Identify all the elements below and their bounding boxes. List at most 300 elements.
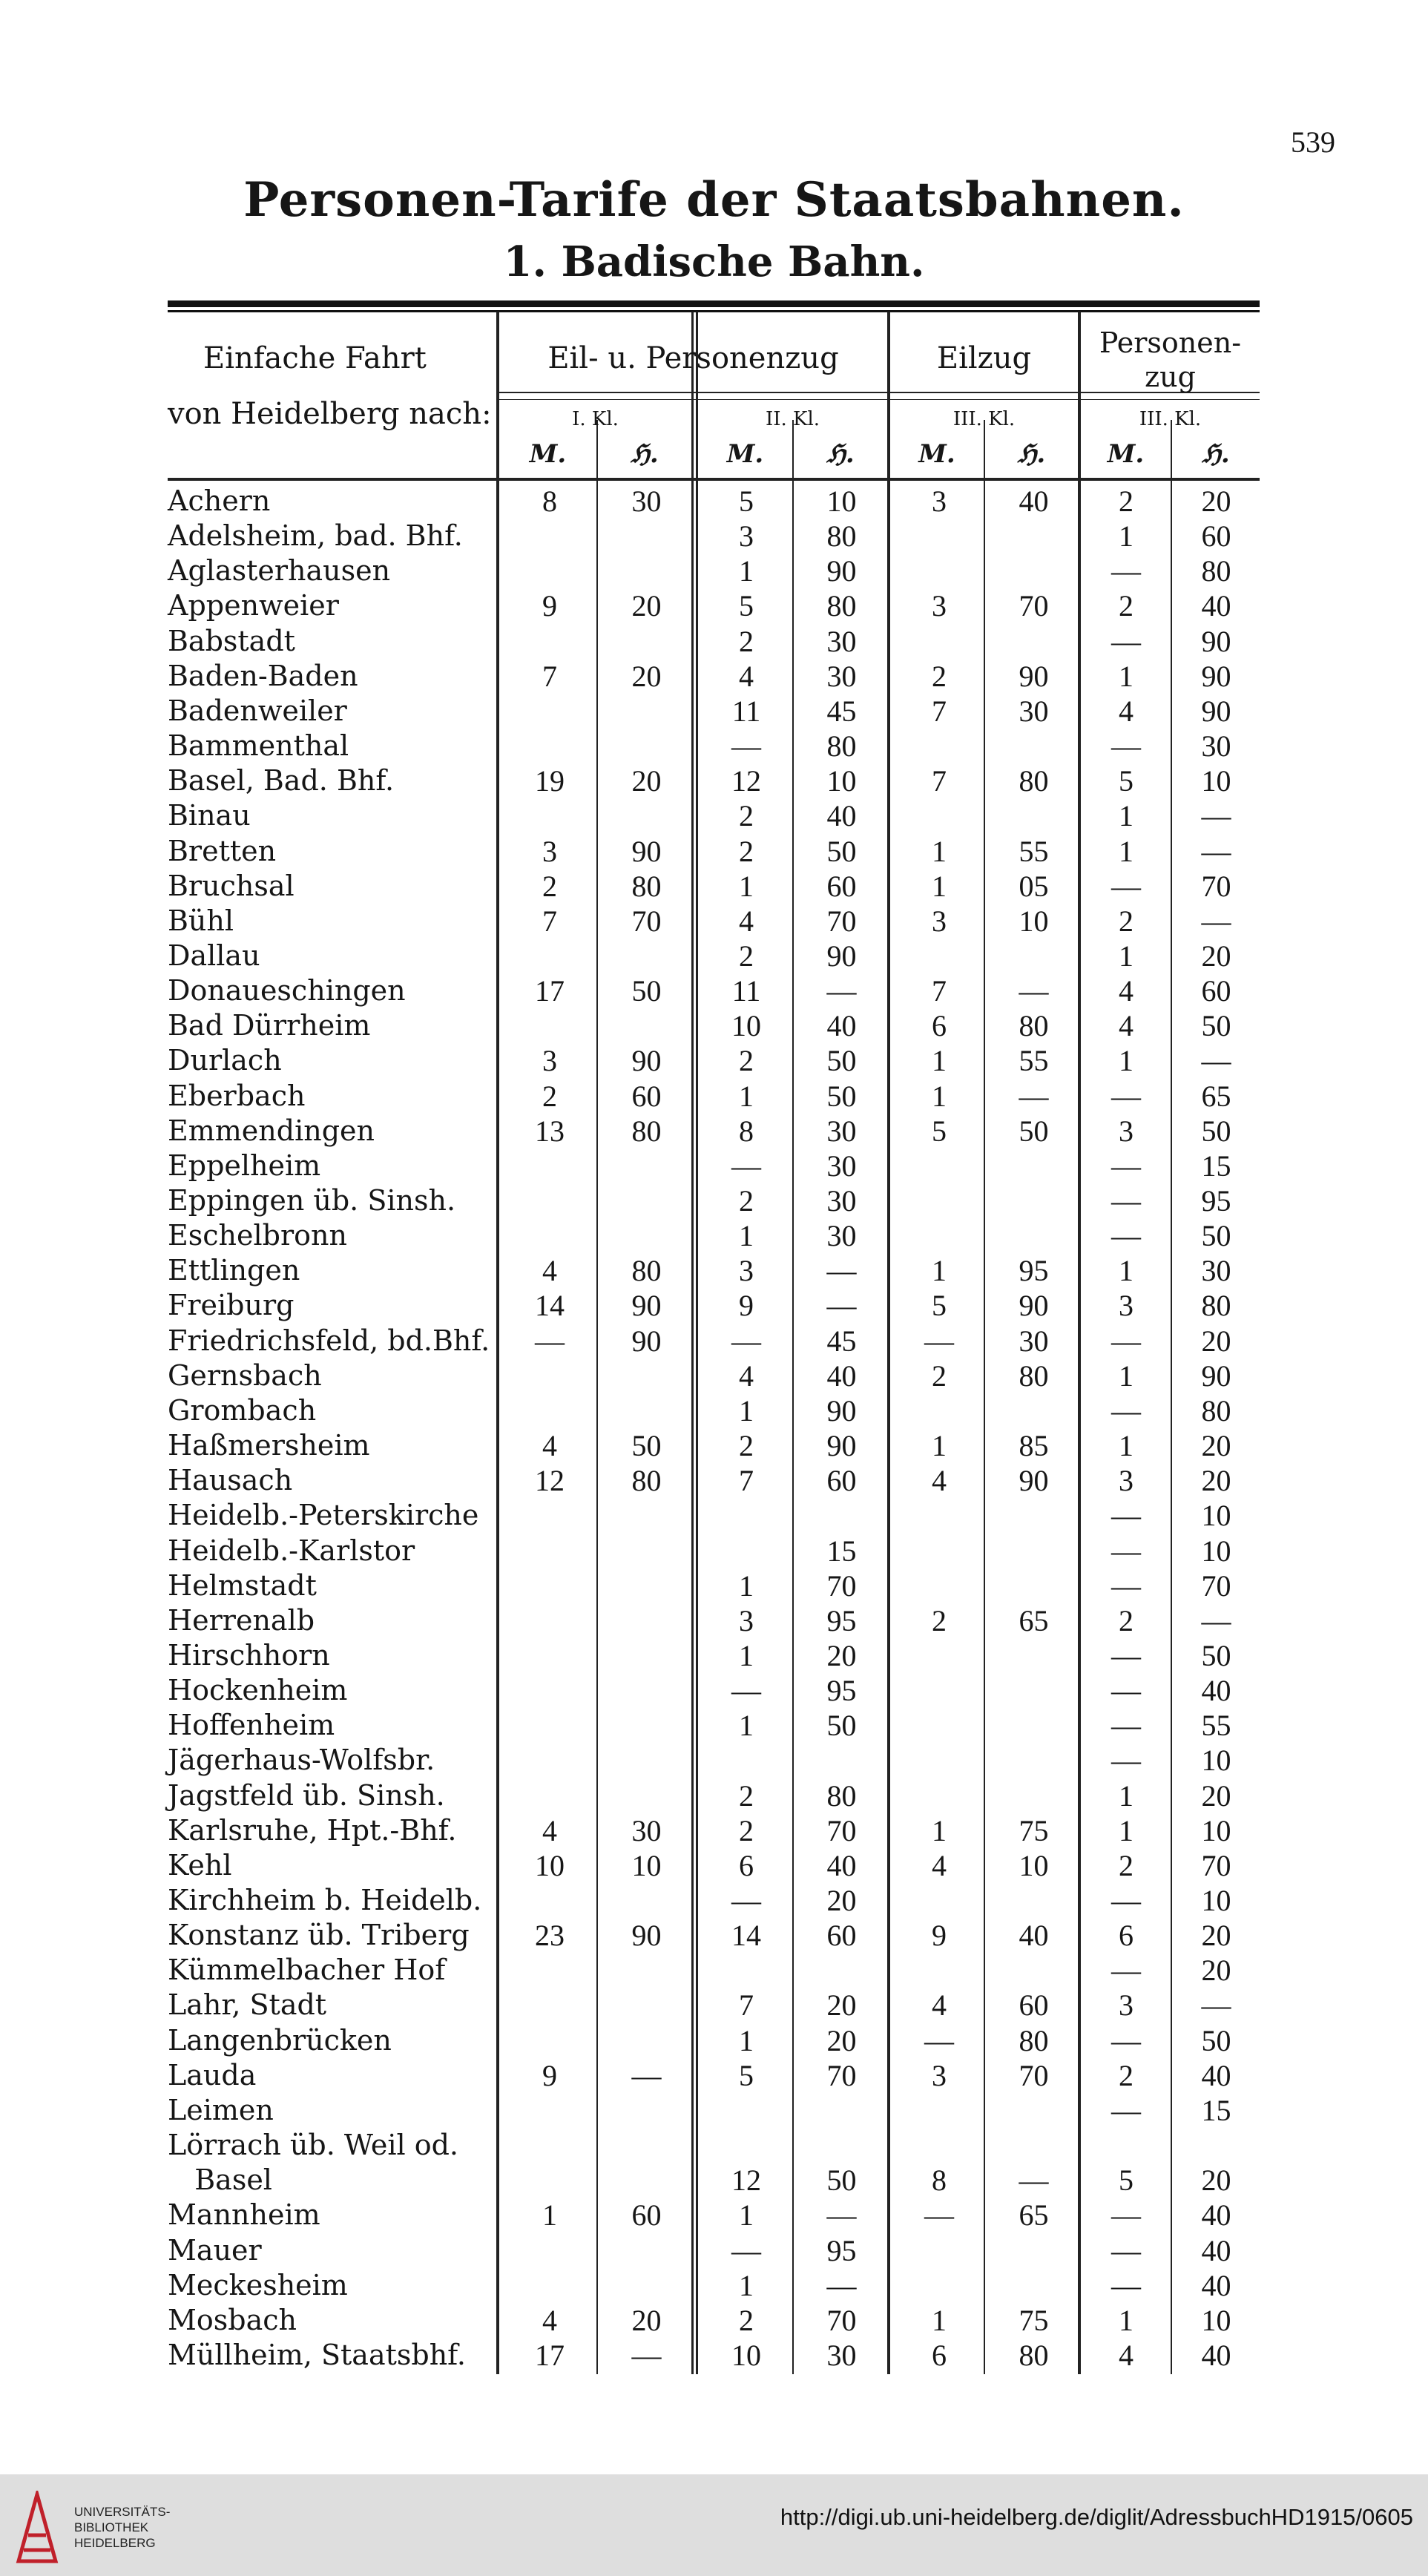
destination-name: Langenbrücken bbox=[168, 2023, 392, 2057]
fare-mark-cell: — bbox=[1111, 2093, 1141, 2127]
fare-mark-cell: — bbox=[1111, 2268, 1141, 2302]
fare-pfennig-cell: 80 bbox=[631, 1114, 662, 1148]
fare-pfennig-cell: 70 bbox=[826, 2058, 857, 2092]
table-row bbox=[168, 1708, 1260, 1743]
fare-mark-cell: 2 bbox=[739, 834, 754, 868]
fare-pfennig-cell: 90 bbox=[631, 834, 662, 868]
table-row bbox=[168, 519, 1260, 553]
fare-pfennig-cell: 40 bbox=[1201, 2233, 1231, 2267]
table-row bbox=[168, 1358, 1260, 1393]
destination-name: Kümmelbacher Hof bbox=[168, 1954, 446, 1987]
destination-name: Durlach bbox=[168, 1044, 282, 1077]
fare-pfennig-cell: 40 bbox=[1201, 2268, 1231, 2302]
destination-name: Kirchheim b. Heidelb. bbox=[168, 1884, 482, 1916]
destination-name: Lauda bbox=[168, 2058, 257, 2092]
table-row bbox=[168, 624, 1260, 659]
fare-mark-cell: 9 bbox=[542, 589, 557, 623]
fare-mark-cell: 2 bbox=[1119, 2058, 1133, 2092]
fare-mark-cell: — bbox=[1111, 554, 1141, 588]
destination-name: Hoffenheim bbox=[168, 1709, 335, 1742]
fare-pfennig-cell: 80 bbox=[1019, 2338, 1049, 2372]
fare-pfennig-cell: 40 bbox=[826, 1358, 857, 1393]
fare-mark-cell: — bbox=[1111, 1744, 1141, 1778]
destination-name: Müllheim, Staatsbhf. bbox=[168, 2338, 466, 2371]
fare-mark-cell: 2 bbox=[739, 624, 754, 658]
fare-pfennig-cell: 45 bbox=[826, 694, 857, 728]
header-class-3: III. Kl. bbox=[952, 408, 1016, 430]
destination-name: Helmstadt bbox=[168, 1568, 317, 1602]
fare-mark-cell: 2 bbox=[739, 1813, 754, 1847]
table-row bbox=[168, 1988, 1260, 2023]
fare-pfennig-cell: 70 bbox=[631, 904, 662, 938]
fare-pfennig-cell: 05 bbox=[1019, 869, 1049, 903]
fare-pfennig-cell: 80 bbox=[826, 1778, 857, 1813]
fare-mark-cell: — bbox=[1111, 2023, 1141, 2057]
fare-pfennig-cell: 65 bbox=[1019, 1603, 1049, 1637]
fare-pfennig-cell: 90 bbox=[826, 1393, 857, 1427]
fare-pfennig-cell: 50 bbox=[1201, 1219, 1231, 1253]
page-title: Personen-Tarife der Staatsbahnen. bbox=[243, 172, 1185, 228]
fare-pfennig-cell: 20 bbox=[631, 659, 662, 693]
table-row bbox=[168, 1743, 1260, 1778]
fare-pfennig-cell: 50 bbox=[1019, 1114, 1049, 1148]
header-class-1: I. Kl. bbox=[572, 408, 619, 430]
table-row bbox=[168, 1673, 1260, 1708]
table-row bbox=[168, 1813, 1260, 1848]
fare-pfennig-cell: 45 bbox=[826, 1324, 857, 1358]
fare-mark-cell: 1 bbox=[1119, 1813, 1133, 1847]
fare-pfennig-cell: 40 bbox=[1201, 2058, 1231, 2092]
fare-mark-cell: 5 bbox=[739, 2058, 754, 2092]
fare-pfennig-cell: 95 bbox=[1201, 1184, 1231, 1218]
fare-pfennig-cell: 50 bbox=[826, 834, 857, 868]
fare-pfennig-cell: 15 bbox=[1201, 1149, 1231, 1183]
table-row bbox=[168, 2128, 1260, 2163]
fare-mark-cell: 1 bbox=[932, 1079, 947, 1113]
fare-mark-cell: 2 bbox=[1119, 904, 1133, 938]
fare-mark-cell: 1 bbox=[932, 1429, 947, 1463]
destination-name: Heidelb.-Karlstor bbox=[168, 1534, 415, 1567]
fare-mark-cell: 6 bbox=[932, 2338, 947, 2372]
fare-pfennig-cell: 40 bbox=[1201, 2198, 1231, 2232]
table-row bbox=[168, 1463, 1260, 1498]
fare-mark-cell: 4 bbox=[1119, 694, 1133, 728]
destination-name: Binau bbox=[168, 799, 251, 832]
fare-mark-cell: 9 bbox=[542, 2058, 557, 2092]
destination-name: Badenweiler bbox=[168, 694, 347, 727]
fare-mark-cell: — bbox=[1111, 1884, 1141, 1917]
unit-mark-2: M. bbox=[726, 439, 764, 469]
destination-name: Eschelbronn bbox=[168, 1219, 347, 1252]
destination-name: Herrenalb bbox=[168, 1603, 315, 1637]
fare-mark-cell: 7 bbox=[739, 1464, 754, 1498]
destination-name: Freiburg bbox=[168, 1289, 295, 1322]
fare-mark-cell: 1 bbox=[932, 869, 947, 903]
fare-pfennig-cell: 70 bbox=[1019, 589, 1049, 623]
table-row bbox=[168, 1918, 1260, 1953]
fare-mark-cell: 3 bbox=[1119, 1114, 1133, 1148]
fare-mark-cell: — bbox=[924, 2023, 954, 2057]
fare-pfennig-cell: 50 bbox=[1201, 2023, 1231, 2057]
fare-mark-cell: 2 bbox=[739, 1429, 754, 1463]
fare-mark-cell: — bbox=[1111, 624, 1141, 658]
destination-name: Mosbach bbox=[168, 2303, 297, 2336]
fare-pfennig-cell: 10 bbox=[1201, 2303, 1231, 2337]
fare-pfennig-cell: 75 bbox=[1019, 2303, 1049, 2337]
table-row bbox=[168, 2338, 1260, 2373]
fare-mark-cell: 1 bbox=[739, 1219, 754, 1253]
fare-mark-cell: 2 bbox=[1119, 1848, 1133, 1882]
fare-mark-cell: 1 bbox=[1119, 659, 1133, 693]
fare-pfennig-cell: 60 bbox=[631, 2198, 662, 2232]
fare-mark-cell: 2 bbox=[1119, 1603, 1133, 1637]
fare-mark-cell: 1 bbox=[1119, 1429, 1133, 1463]
fare-pfennig-cell: 90 bbox=[826, 939, 857, 973]
fare-pfennig-cell: 80 bbox=[826, 519, 857, 553]
fare-mark-cell: 5 bbox=[932, 1114, 947, 1148]
fare-pfennig-cell: 20 bbox=[826, 2023, 857, 2057]
fare-pfennig-cell: — bbox=[1019, 974, 1049, 1008]
fare-mark-cell: 3 bbox=[739, 1603, 754, 1637]
table-row bbox=[168, 904, 1260, 939]
fare-mark-cell: 12 bbox=[731, 2163, 761, 2198]
fare-pfennig-cell: 10 bbox=[1201, 1813, 1231, 1847]
fare-pfennig-cell: 10 bbox=[1201, 1744, 1231, 1778]
fare-mark-cell: 3 bbox=[1119, 1289, 1133, 1323]
fare-mark-cell: 4 bbox=[739, 1358, 754, 1393]
header-fahrt: Einfache Fahrt bbox=[203, 341, 427, 375]
fare-mark-cell: 23 bbox=[535, 1919, 565, 1953]
fare-pfennig-cell: 20 bbox=[1201, 2163, 1231, 2198]
unit-pf-2: ℌ. bbox=[826, 439, 855, 469]
fare-pfennig-cell: 65 bbox=[1019, 2198, 1049, 2232]
destination-name: Bad Dürrheim bbox=[168, 1009, 371, 1042]
fare-pfennig-cell: 60 bbox=[631, 1079, 662, 1113]
fare-pfennig-cell: 95 bbox=[826, 1603, 857, 1637]
fare-mark-cell: 2 bbox=[739, 1044, 754, 1078]
fare-pfennig-cell: 40 bbox=[826, 799, 857, 833]
fare-pfennig-cell: — bbox=[826, 2198, 857, 2232]
fare-pfennig-cell: 40 bbox=[1201, 589, 1231, 623]
fare-mark-cell: 1 bbox=[1119, 1254, 1133, 1288]
destination-name: Jägerhaus-Wolfsbr. bbox=[168, 1744, 435, 1777]
fare-mark-cell: 7 bbox=[932, 974, 947, 1008]
destination-name: Babstadt bbox=[168, 624, 295, 657]
header-class-2: II. Kl. bbox=[765, 408, 820, 430]
destination-name: Bühl bbox=[168, 904, 234, 937]
fare-pfennig-cell: 10 bbox=[826, 764, 857, 798]
fare-pfennig-cell: 15 bbox=[1201, 2093, 1231, 2127]
fare-mark-cell: 2 bbox=[932, 1358, 947, 1393]
unit-pf-4: ℌ. bbox=[1202, 439, 1230, 469]
fare-pfennig-cell: 20 bbox=[631, 589, 662, 623]
fare-mark-cell: — bbox=[1111, 1534, 1141, 1568]
fare-mark-cell: — bbox=[924, 1324, 954, 1358]
fare-mark-cell: 1 bbox=[739, 869, 754, 903]
fare-mark-cell: — bbox=[1111, 1149, 1141, 1183]
fare-pfennig-cell: 40 bbox=[1019, 484, 1049, 518]
destination-name: Aglasterhausen bbox=[168, 554, 391, 588]
table-row bbox=[168, 834, 1260, 869]
fare-mark-cell: 1 bbox=[739, 1393, 754, 1427]
fare-mark-cell: 4 bbox=[932, 1848, 947, 1882]
fare-mark-cell: 11 bbox=[731, 694, 761, 728]
fare-mark-cell: 1 bbox=[932, 1813, 947, 1847]
fare-pfennig-cell: 90 bbox=[631, 1919, 662, 1953]
fare-pfennig-cell: 80 bbox=[826, 589, 857, 623]
library-logo-text bbox=[74, 2504, 170, 2551]
fare-mark-cell: — bbox=[1111, 1638, 1141, 1672]
unit-pf-3: ℌ. bbox=[1017, 439, 1046, 469]
logo-line-1: UNIVERSITÄTS- bbox=[74, 2505, 171, 2519]
table-row bbox=[168, 1149, 1260, 1183]
fare-mark-cell: 3 bbox=[739, 1254, 754, 1288]
destination-name: Kehl bbox=[168, 1848, 232, 1882]
table-row bbox=[168, 2093, 1260, 2128]
fare-mark-cell: — bbox=[924, 2198, 954, 2232]
fare-mark-cell: 1 bbox=[739, 1709, 754, 1743]
table-row bbox=[168, 1253, 1260, 1288]
fare-mark-cell: 10 bbox=[535, 1848, 565, 1882]
fare-pfennig-cell: 80 bbox=[1201, 554, 1231, 588]
fare-pfennig-cell: 80 bbox=[1019, 1009, 1049, 1043]
destination-name: Basel bbox=[168, 2163, 272, 2197]
destination-name: Gernsbach bbox=[168, 1358, 322, 1392]
fare-pfennig-cell: 90 bbox=[1019, 659, 1049, 693]
table-row bbox=[168, 1534, 1260, 1568]
fare-mark-cell: 1 bbox=[1119, 2303, 1133, 2337]
fare-mark-cell: 5 bbox=[1119, 764, 1133, 798]
fare-pfennig-cell: 20 bbox=[1201, 484, 1231, 518]
logo-line-2: BIBLIOTHEK bbox=[74, 2520, 149, 2534]
fare-pfennig-cell: 80 bbox=[1019, 2023, 1049, 2057]
fare-pfennig-cell: — bbox=[1201, 834, 1231, 868]
fare-pfennig-cell: 30 bbox=[826, 1219, 857, 1253]
fare-pfennig-cell: 30 bbox=[631, 1813, 662, 1847]
fare-mark-cell: 5 bbox=[932, 1289, 947, 1323]
fare-pfennig-cell: 90 bbox=[826, 554, 857, 588]
fare-pfennig-cell: 90 bbox=[826, 1429, 857, 1463]
destination-name: Mannheim bbox=[168, 2198, 320, 2232]
fare-pfennig-cell: 70 bbox=[1201, 1848, 1231, 1882]
fare-mark-cell: 19 bbox=[535, 764, 565, 798]
destination-name: Bretten bbox=[168, 834, 277, 867]
fare-pfennig-cell: 90 bbox=[1201, 659, 1231, 693]
fare-pfennig-cell: 10 bbox=[1019, 1848, 1049, 1882]
table-row bbox=[168, 694, 1260, 729]
fare-mark-cell: — bbox=[1111, 1393, 1141, 1427]
destination-name: Bruchsal bbox=[168, 869, 295, 902]
destination-name: Lörrach üb. Weil od. bbox=[168, 2129, 459, 2162]
fare-pfennig-cell: 95 bbox=[826, 1674, 857, 1708]
fare-pfennig-cell: — bbox=[1201, 904, 1231, 938]
header-eilzug: Eilzug bbox=[936, 341, 1032, 375]
source-url[interactable]: http://digi.ub.uni-heidelberg.de/diglit/AdressbuchHD1915/0605 bbox=[780, 2504, 1413, 2530]
fare-mark-cell: 3 bbox=[542, 1044, 557, 1078]
fare-pfennig-cell: 90 bbox=[631, 1324, 662, 1358]
table-row bbox=[168, 1183, 1260, 1218]
fare-pfennig-cell: — bbox=[631, 2058, 662, 2092]
fare-pfennig-cell: 30 bbox=[1019, 1324, 1049, 1358]
fare-mark-cell: — bbox=[1111, 2233, 1141, 2267]
fare-pfennig-cell: 90 bbox=[631, 1289, 662, 1323]
fare-mark-cell: — bbox=[1111, 1184, 1141, 1218]
table-row bbox=[168, 484, 1260, 519]
destination-name: Konstanz üb. Triberg bbox=[168, 1919, 470, 1952]
unit-mark-4: M. bbox=[1107, 439, 1145, 469]
fare-mark-cell: — bbox=[731, 1674, 761, 1708]
fare-pfennig-cell: 85 bbox=[1019, 1429, 1049, 1463]
fare-mark-cell: 2 bbox=[739, 939, 754, 973]
fare-mark-cell: 7 bbox=[932, 694, 947, 728]
fare-mark-cell: 8 bbox=[739, 1114, 754, 1148]
destination-name: Grombach bbox=[168, 1393, 317, 1427]
fare-mark-cell: 12 bbox=[535, 1464, 565, 1498]
table-row bbox=[168, 729, 1260, 763]
fare-mark-cell: 4 bbox=[542, 1254, 557, 1288]
fare-pfennig-cell: 30 bbox=[631, 484, 662, 518]
fare-mark-cell: 4 bbox=[739, 659, 754, 693]
fare-pfennig-cell: 80 bbox=[631, 869, 662, 903]
table-row bbox=[168, 1008, 1260, 1043]
fare-pfennig-cell: 30 bbox=[1201, 729, 1231, 763]
fare-mark-cell: 2 bbox=[932, 659, 947, 693]
table-row bbox=[168, 973, 1260, 1008]
fare-mark-cell: 2 bbox=[739, 799, 754, 833]
fare-pfennig-cell: 40 bbox=[1201, 2338, 1231, 2372]
fare-mark-cell: 1 bbox=[739, 1079, 754, 1113]
fare-mark-cell: 2 bbox=[932, 1603, 947, 1637]
fare-mark-cell: 1 bbox=[739, 2198, 754, 2232]
fare-pfennig-cell: 90 bbox=[1201, 694, 1231, 728]
fare-pfennig-cell: 60 bbox=[1201, 519, 1231, 553]
fare-pfennig-cell: — bbox=[1201, 1603, 1231, 1637]
fare-pfennig-cell: 60 bbox=[826, 869, 857, 903]
fare-mark-cell: 1 bbox=[739, 554, 754, 588]
fare-mark-cell: 1 bbox=[932, 1044, 947, 1078]
fare-pfennig-cell: 70 bbox=[826, 2303, 857, 2337]
fare-pfennig-cell: 90 bbox=[1201, 624, 1231, 658]
fare-pfennig-cell: 70 bbox=[826, 1813, 857, 1847]
fare-pfennig-cell: 50 bbox=[1201, 1638, 1231, 1672]
fare-pfennig-cell: 10 bbox=[1201, 1499, 1231, 1533]
fare-mark-cell: 3 bbox=[932, 589, 947, 623]
fare-pfennig-cell: 80 bbox=[1201, 1289, 1231, 1323]
fare-mark-cell: 4 bbox=[1119, 1009, 1133, 1043]
top-rule bbox=[168, 300, 1260, 307]
destination-name: Friedrichsfeld, bd.Bhf. bbox=[168, 1324, 490, 1357]
fare-mark-cell: 14 bbox=[535, 1289, 565, 1323]
fare-mark-cell: 7 bbox=[542, 904, 557, 938]
table-row bbox=[168, 939, 1260, 973]
fare-mark-cell: 2 bbox=[739, 1184, 754, 1218]
fare-mark-cell: 10 bbox=[731, 1009, 761, 1043]
fare-mark-cell: 2 bbox=[542, 1079, 557, 1113]
header-personenzug-1: Personen- bbox=[1099, 326, 1242, 359]
fare-mark-cell: — bbox=[731, 729, 761, 763]
fare-pfennig-cell: 50 bbox=[826, 1709, 857, 1743]
fare-pfennig-cell: 55 bbox=[1019, 834, 1049, 868]
fare-pfennig-cell: 20 bbox=[1201, 1919, 1231, 1953]
fare-mark-cell: 1 bbox=[1119, 799, 1133, 833]
fare-pfennig-cell: 20 bbox=[1201, 1464, 1231, 1498]
fare-pfennig-cell: 55 bbox=[1019, 1044, 1049, 1078]
fare-pfennig-cell: 20 bbox=[1201, 1778, 1231, 1813]
fare-mark-cell: 8 bbox=[932, 2163, 947, 2198]
destination-name: Eppingen üb. Sinsh. bbox=[168, 1184, 456, 1217]
fare-mark-cell: 2 bbox=[1119, 484, 1133, 518]
fare-pfennig-cell: 50 bbox=[631, 974, 662, 1008]
fare-mark-cell: 1 bbox=[1119, 1044, 1133, 1078]
fare-mark-cell: 4 bbox=[542, 1429, 557, 1463]
library-logo-icon bbox=[15, 2491, 59, 2565]
fare-mark-cell: 8 bbox=[542, 484, 557, 518]
fare-mark-cell: — bbox=[1111, 729, 1141, 763]
fare-mark-cell: 5 bbox=[739, 484, 754, 518]
fare-pfennig-cell: 50 bbox=[826, 2163, 857, 2198]
table-row bbox=[168, 553, 1260, 588]
table-row bbox=[168, 1114, 1260, 1149]
fare-pfennig-cell: 80 bbox=[1019, 764, 1049, 798]
fare-mark-cell: 3 bbox=[932, 904, 947, 938]
destination-name: Hausach bbox=[168, 1464, 293, 1497]
fare-pfennig-cell: 40 bbox=[826, 1009, 857, 1043]
fare-pfennig-cell: 70 bbox=[1201, 869, 1231, 903]
fare-mark-cell: 5 bbox=[739, 589, 754, 623]
fare-mark-cell: 1 bbox=[739, 1568, 754, 1603]
fare-mark-cell: 4 bbox=[1119, 974, 1133, 1008]
table-row bbox=[168, 1848, 1260, 1883]
fare-pfennig-cell: 10 bbox=[1201, 764, 1231, 798]
fare-mark-cell: — bbox=[731, 1149, 761, 1183]
fare-pfennig-cell: 80 bbox=[631, 1254, 662, 1288]
fare-pfennig-cell: — bbox=[631, 2338, 662, 2372]
fare-mark-cell: 1 bbox=[932, 834, 947, 868]
fare-mark-cell: 3 bbox=[1119, 1464, 1133, 1498]
header-von: von Heidelberg nach: bbox=[168, 397, 492, 431]
fare-pfennig-cell: 30 bbox=[826, 659, 857, 693]
fare-pfennig-cell: 65 bbox=[1201, 1079, 1231, 1113]
fare-mark-cell: 14 bbox=[731, 1919, 761, 1953]
fare-mark-cell: — bbox=[1111, 1324, 1141, 1358]
fare-pfennig-cell: 20 bbox=[1201, 1429, 1231, 1463]
fare-pfennig-cell: 80 bbox=[826, 729, 857, 763]
fare-mark-cell: 4 bbox=[542, 1813, 557, 1847]
fare-pfennig-cell: 20 bbox=[1201, 1324, 1231, 1358]
fare-mark-cell: 2 bbox=[739, 2303, 754, 2337]
table-row bbox=[168, 1568, 1260, 1603]
table-row bbox=[168, 1883, 1260, 1918]
fare-pfennig-cell: 60 bbox=[826, 1464, 857, 1498]
fare-mark-cell: 17 bbox=[535, 2338, 565, 2372]
fare-mark-cell: 4 bbox=[932, 1988, 947, 2023]
fare-pfennig-cell: 20 bbox=[631, 2303, 662, 2337]
destination-name: Ettlingen bbox=[168, 1254, 300, 1287]
fare-mark-cell: 3 bbox=[739, 519, 754, 553]
fare-pfennig-cell: — bbox=[1201, 1044, 1231, 1078]
fare-mark-cell: 1 bbox=[1119, 1778, 1133, 1813]
destination-name: Jagstfeld üb. Sinsh. bbox=[168, 1778, 445, 1812]
fare-mark-cell: 1 bbox=[739, 2023, 754, 2057]
fare-pfennig-cell: 90 bbox=[1201, 1358, 1231, 1393]
fare-mark-cell: — bbox=[1111, 1079, 1141, 1113]
fare-mark-cell: 9 bbox=[932, 1919, 947, 1953]
fare-mark-cell: — bbox=[1111, 869, 1141, 903]
unit-pf-1: ℌ. bbox=[631, 439, 659, 469]
destination-name: Achern bbox=[168, 484, 271, 517]
fare-mark-cell: 11 bbox=[731, 974, 761, 1008]
fare-mark-cell: 4 bbox=[1119, 2338, 1133, 2372]
